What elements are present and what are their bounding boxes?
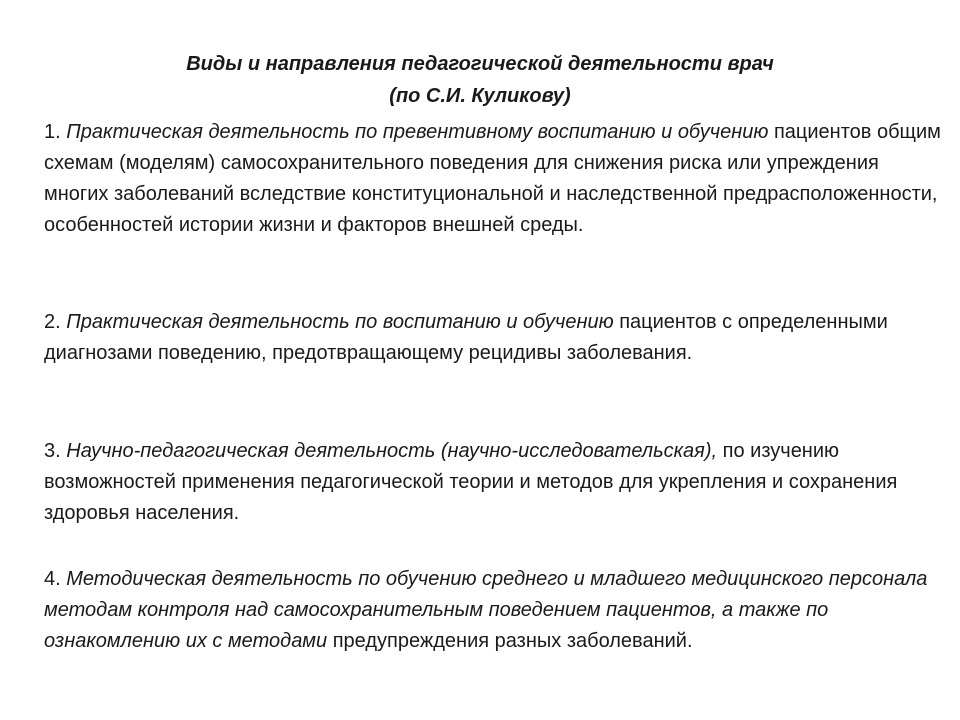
list-item-4 <box>44 564 944 657</box>
item-number: 3. <box>44 440 61 462</box>
item-number: 2. <box>44 311 61 333</box>
slide-subtitle: (по С.И. Куликову) <box>389 85 571 107</box>
item-emphasis: Практическая деятельность по превентивному воспитанию и обучению <box>66 121 769 143</box>
item-text: пациентов с определенными диагнозами поведению, предотвращающему рецидивы заболевания. <box>44 311 888 364</box>
item-text: по изучению возможностей применения педагогической теории и методов для укрепления и сохранения здоровья населения. <box>44 440 898 524</box>
item-emphasis: Методическая деятельность по обучению среднего и младшего медицинского персонала методам контроля над самосохранительным поведением пациентов, а также по ознакомлению их с методами <box>44 568 928 652</box>
item-number: 1. <box>44 121 61 143</box>
list-item-1 <box>44 117 944 241</box>
list-item-3 <box>44 436 944 529</box>
item-number: 4. <box>44 568 61 590</box>
item-text: пациентов общим схемам (моделям) самосохранительного поведения для снижения риска или упреждения многих заболеваний вследствие конституциональной и наследственной предрасположенности, особенностей истории жизни и факторов внешней среды. <box>44 121 941 236</box>
item-text: предупреждения разных заболеваний. <box>332 630 693 652</box>
list-item-2 <box>44 307 944 369</box>
slide-title: Виды и направления педагогической деятельности врач <box>186 53 774 75</box>
item-emphasis: Практическая деятельность по воспитанию и обучению <box>66 311 614 333</box>
item-emphasis: Научно-педагогическая деятельность (научно-исследовательская), <box>66 440 718 462</box>
